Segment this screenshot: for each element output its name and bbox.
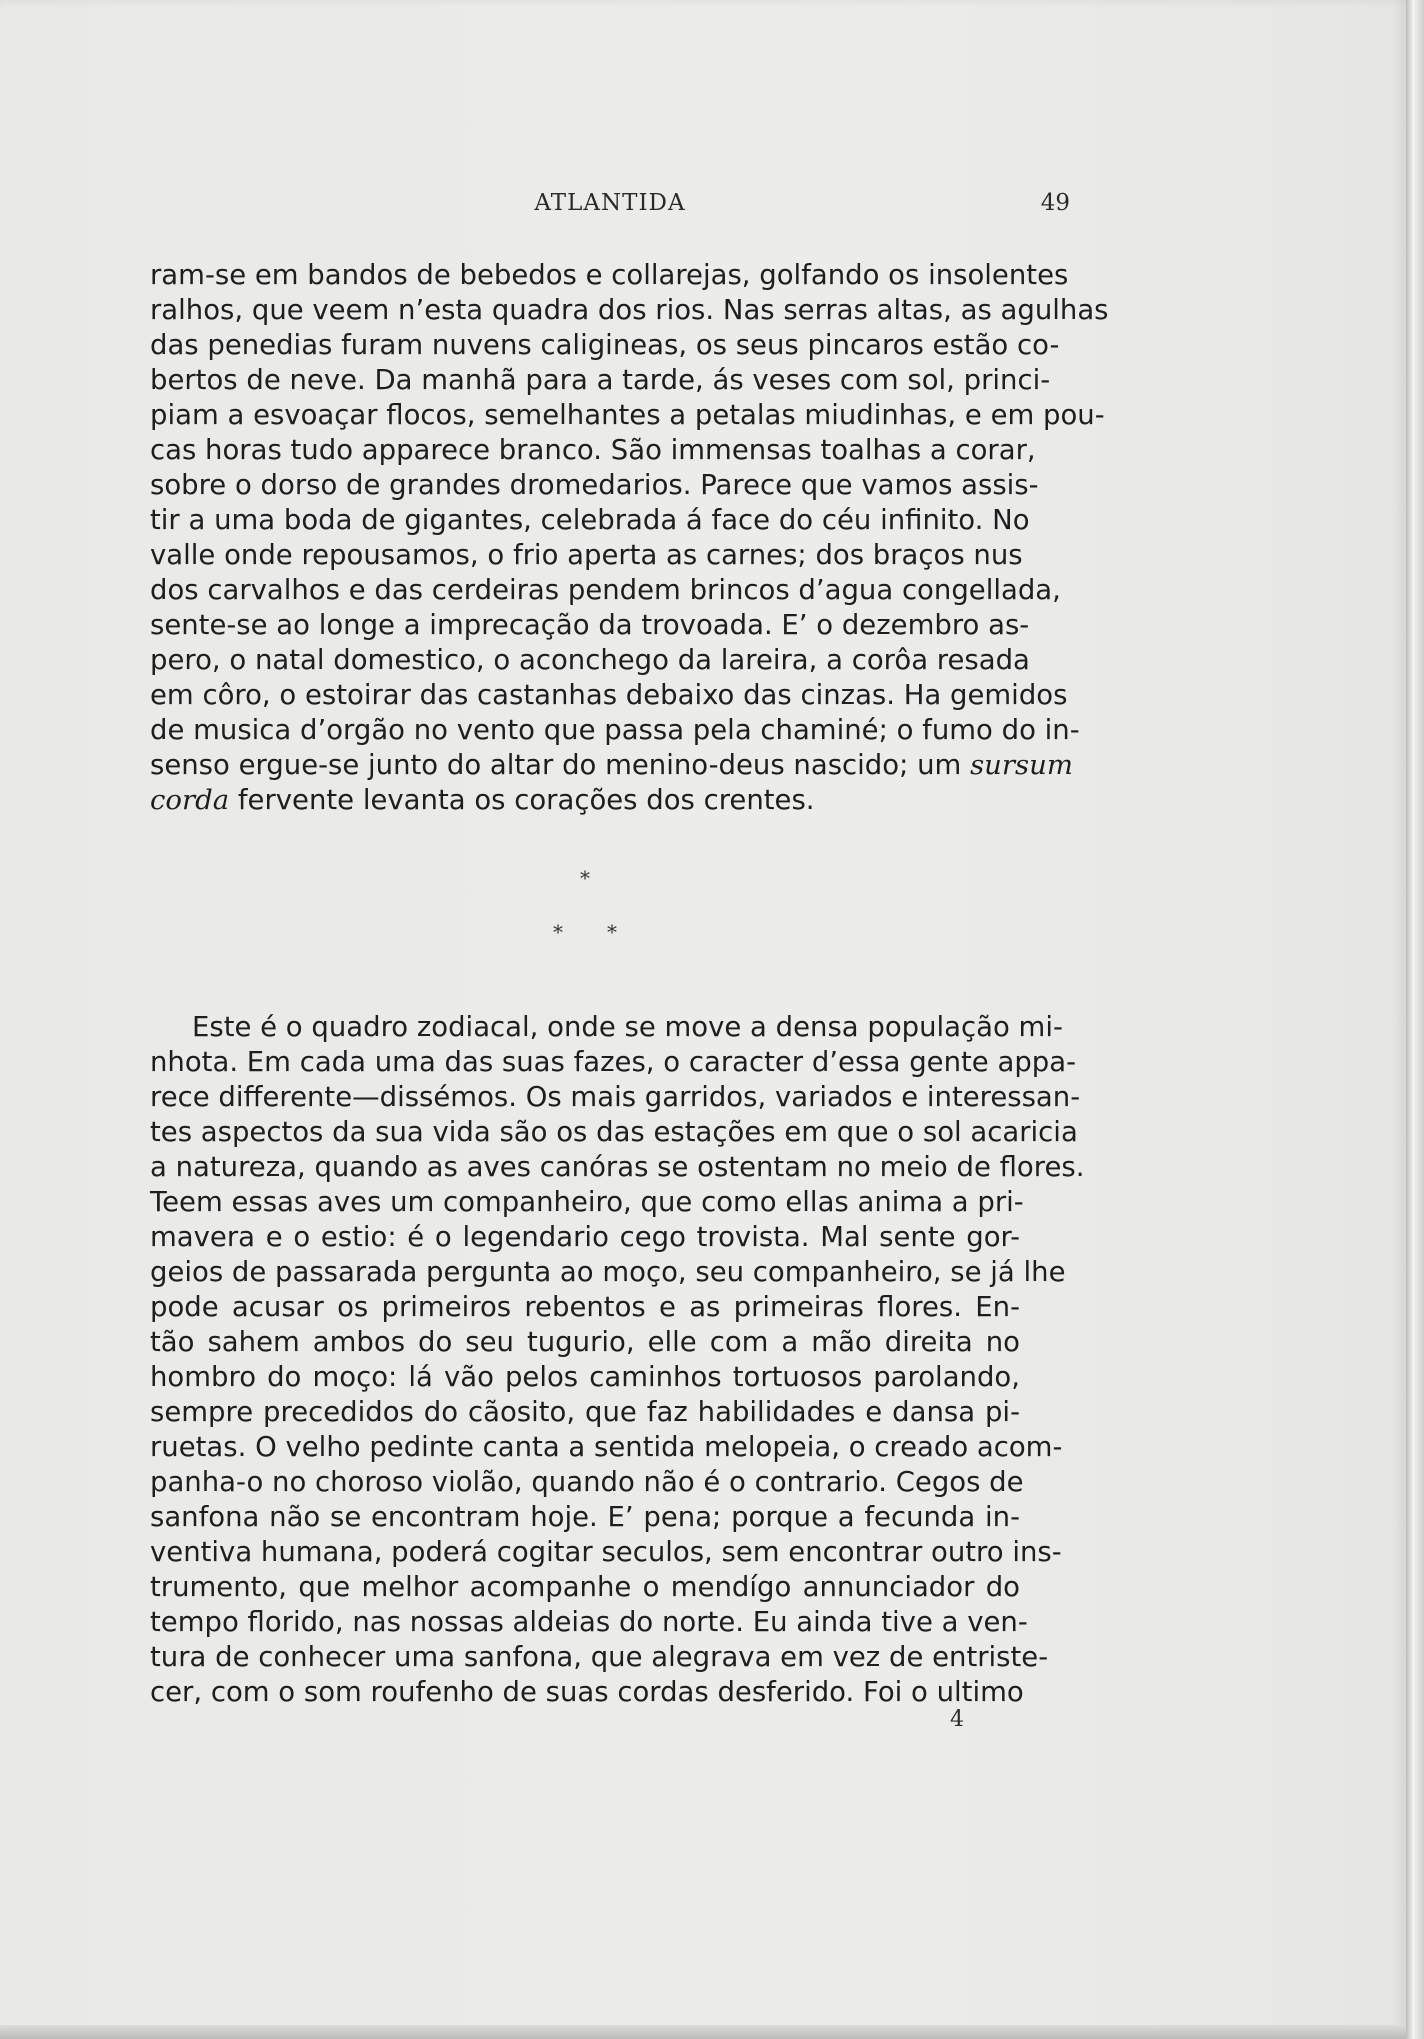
page-number: 49 — [1040, 190, 1070, 216]
text-line: cer, com o som roufenho de suas cordas desferido. Foi o ultimo — [150, 1676, 1024, 1708]
text-line: Este é o quadro zodiacal, onde se move a densa população mi- — [192, 1011, 1063, 1043]
text-line: panha-o no choroso violão, quando não é o contrario. Cegos de — [150, 1466, 1024, 1498]
text-line: a natureza, quando as aves canóras se ostentam no meio de flores. — [150, 1151, 1085, 1183]
text-line: tir a uma boda de gigantes, celebrada á face do céu infinito. No — [150, 504, 1030, 536]
text-line: piam a esvoaçar flocos, semelhantes a petalas miudinhas, e em pou- — [150, 399, 1105, 431]
signature-mark: 4 — [950, 1707, 964, 1732]
text-line: tempo florido, nas nossas aldeias do norte. Eu ainda tive a ven- — [150, 1606, 1028, 1638]
text-line: em côro, o estoirar das castanhas debaixo das cinzas. Ha gemidos — [150, 679, 1068, 711]
text-line: cas horas tudo apparece branco. São immensas toalhas a corar, — [150, 434, 1036, 466]
asterisk: * — [607, 920, 617, 944]
text-line: mavera e o estio: é o legendario cego trovista. Mal sente gor- — [150, 1221, 1020, 1253]
text-line: ruetas. O velho pedinte canta a sentida melopeia, o creado acom- — [150, 1431, 1063, 1463]
text-line: ram-se em bandos de bebedos e collarejas, golfando os insolentes — [150, 259, 1069, 291]
asterism-bottom — [150, 920, 1020, 944]
text-line: geios de passarada pergunta ao moço, seu companheiro, se já lhe — [150, 1256, 1066, 1288]
italic-word: corda — [150, 784, 230, 816]
text-line: hombro do moço: lá vão pelos caminhos tortuosos parolando, — [150, 1361, 1020, 1393]
asterisk: * — [580, 866, 590, 890]
asterisk: * — [553, 920, 563, 944]
text-line: pero, o natal domestico, o aconchego da lareira, a corôa resada — [150, 644, 1030, 676]
text-line — [150, 748, 1073, 783]
text-line: pode acusar os primeiros rebentos e as primeiras flores. En- — [150, 1291, 1020, 1323]
text-line: sanfona não se encontram hoje. E’ pena; porque a fecunda in- — [150, 1501, 1020, 1533]
text-line: bertos de neve. Da manhã para a tarde, ás veses com sol, princi- — [150, 364, 1051, 396]
text-line: sempre precedidos do cãosito, que faz habilidades e dansa pi- — [150, 1396, 1020, 1428]
line-text: fervente levanta os corações dos crentes. — [237, 784, 815, 816]
line-text: senso ergue-se junto do altar do menino-deus nascido; um — [150, 749, 962, 781]
text-line: tão sahem ambos do seu tugurio, elle com a mão direita no — [150, 1326, 1020, 1358]
text-line: das penedias furam nuvens caligineas, os seus pincaros estão co- — [150, 329, 1060, 361]
paragraph-1 — [150, 258, 1109, 818]
text-line: valle onde repousamos, o frio aperta as carnes; dos braços nus — [150, 539, 1023, 571]
text-line: ventiva humana, poderá cogitar seculos, sem encontrar outro ins- — [150, 1536, 1062, 1568]
text-line: rece differente—dissémos. Os mais garridos, variados e interessan- — [150, 1081, 1081, 1113]
text-line: tes aspectos da sua vida são os das estações em que o sol acaricia — [150, 1116, 1078, 1148]
text-line: nhota. Em cada uma das suas fazes, o caracter d’essa gente appa- — [150, 1046, 1077, 1078]
text-line: de musica d’orgão no vento que passa pela chaminé; o fumo do in- — [150, 714, 1080, 746]
page-header — [150, 190, 1070, 226]
text-line: tura de conhecer uma sanfona, que alegrava em vez de entriste- — [150, 1641, 1049, 1673]
text-line: sobre o dorso de grandes dromedarios. Parece que vamos assis- — [150, 469, 1039, 501]
text-line: ralhos, que veem n’esta quadra dos rios. Nas serras altas, as agulhas — [150, 294, 1109, 326]
italic-word: sursum — [970, 749, 1073, 781]
text-line: sente-se ao longe a imprecação da trovoada. E’ o dezembro as- — [150, 609, 1030, 641]
text-line — [150, 783, 1020, 818]
text-line: Teem essas aves um companheiro, que como ellas anima a pri- — [150, 1186, 1024, 1218]
text-line: dos carvalhos e das cerdeiras pendem brincos d’agua congellada, — [150, 574, 1061, 606]
text-line: trumento, que melhor acompanhe o mendígo annunciador do — [150, 1571, 1020, 1603]
paragraph-2 — [150, 1010, 1085, 1710]
running-title: ATLANTIDA — [534, 190, 686, 216]
page-edge-right — [1406, 0, 1424, 2039]
asterism-top — [150, 866, 1020, 890]
page-edge-bottom — [0, 2025, 1406, 2039]
